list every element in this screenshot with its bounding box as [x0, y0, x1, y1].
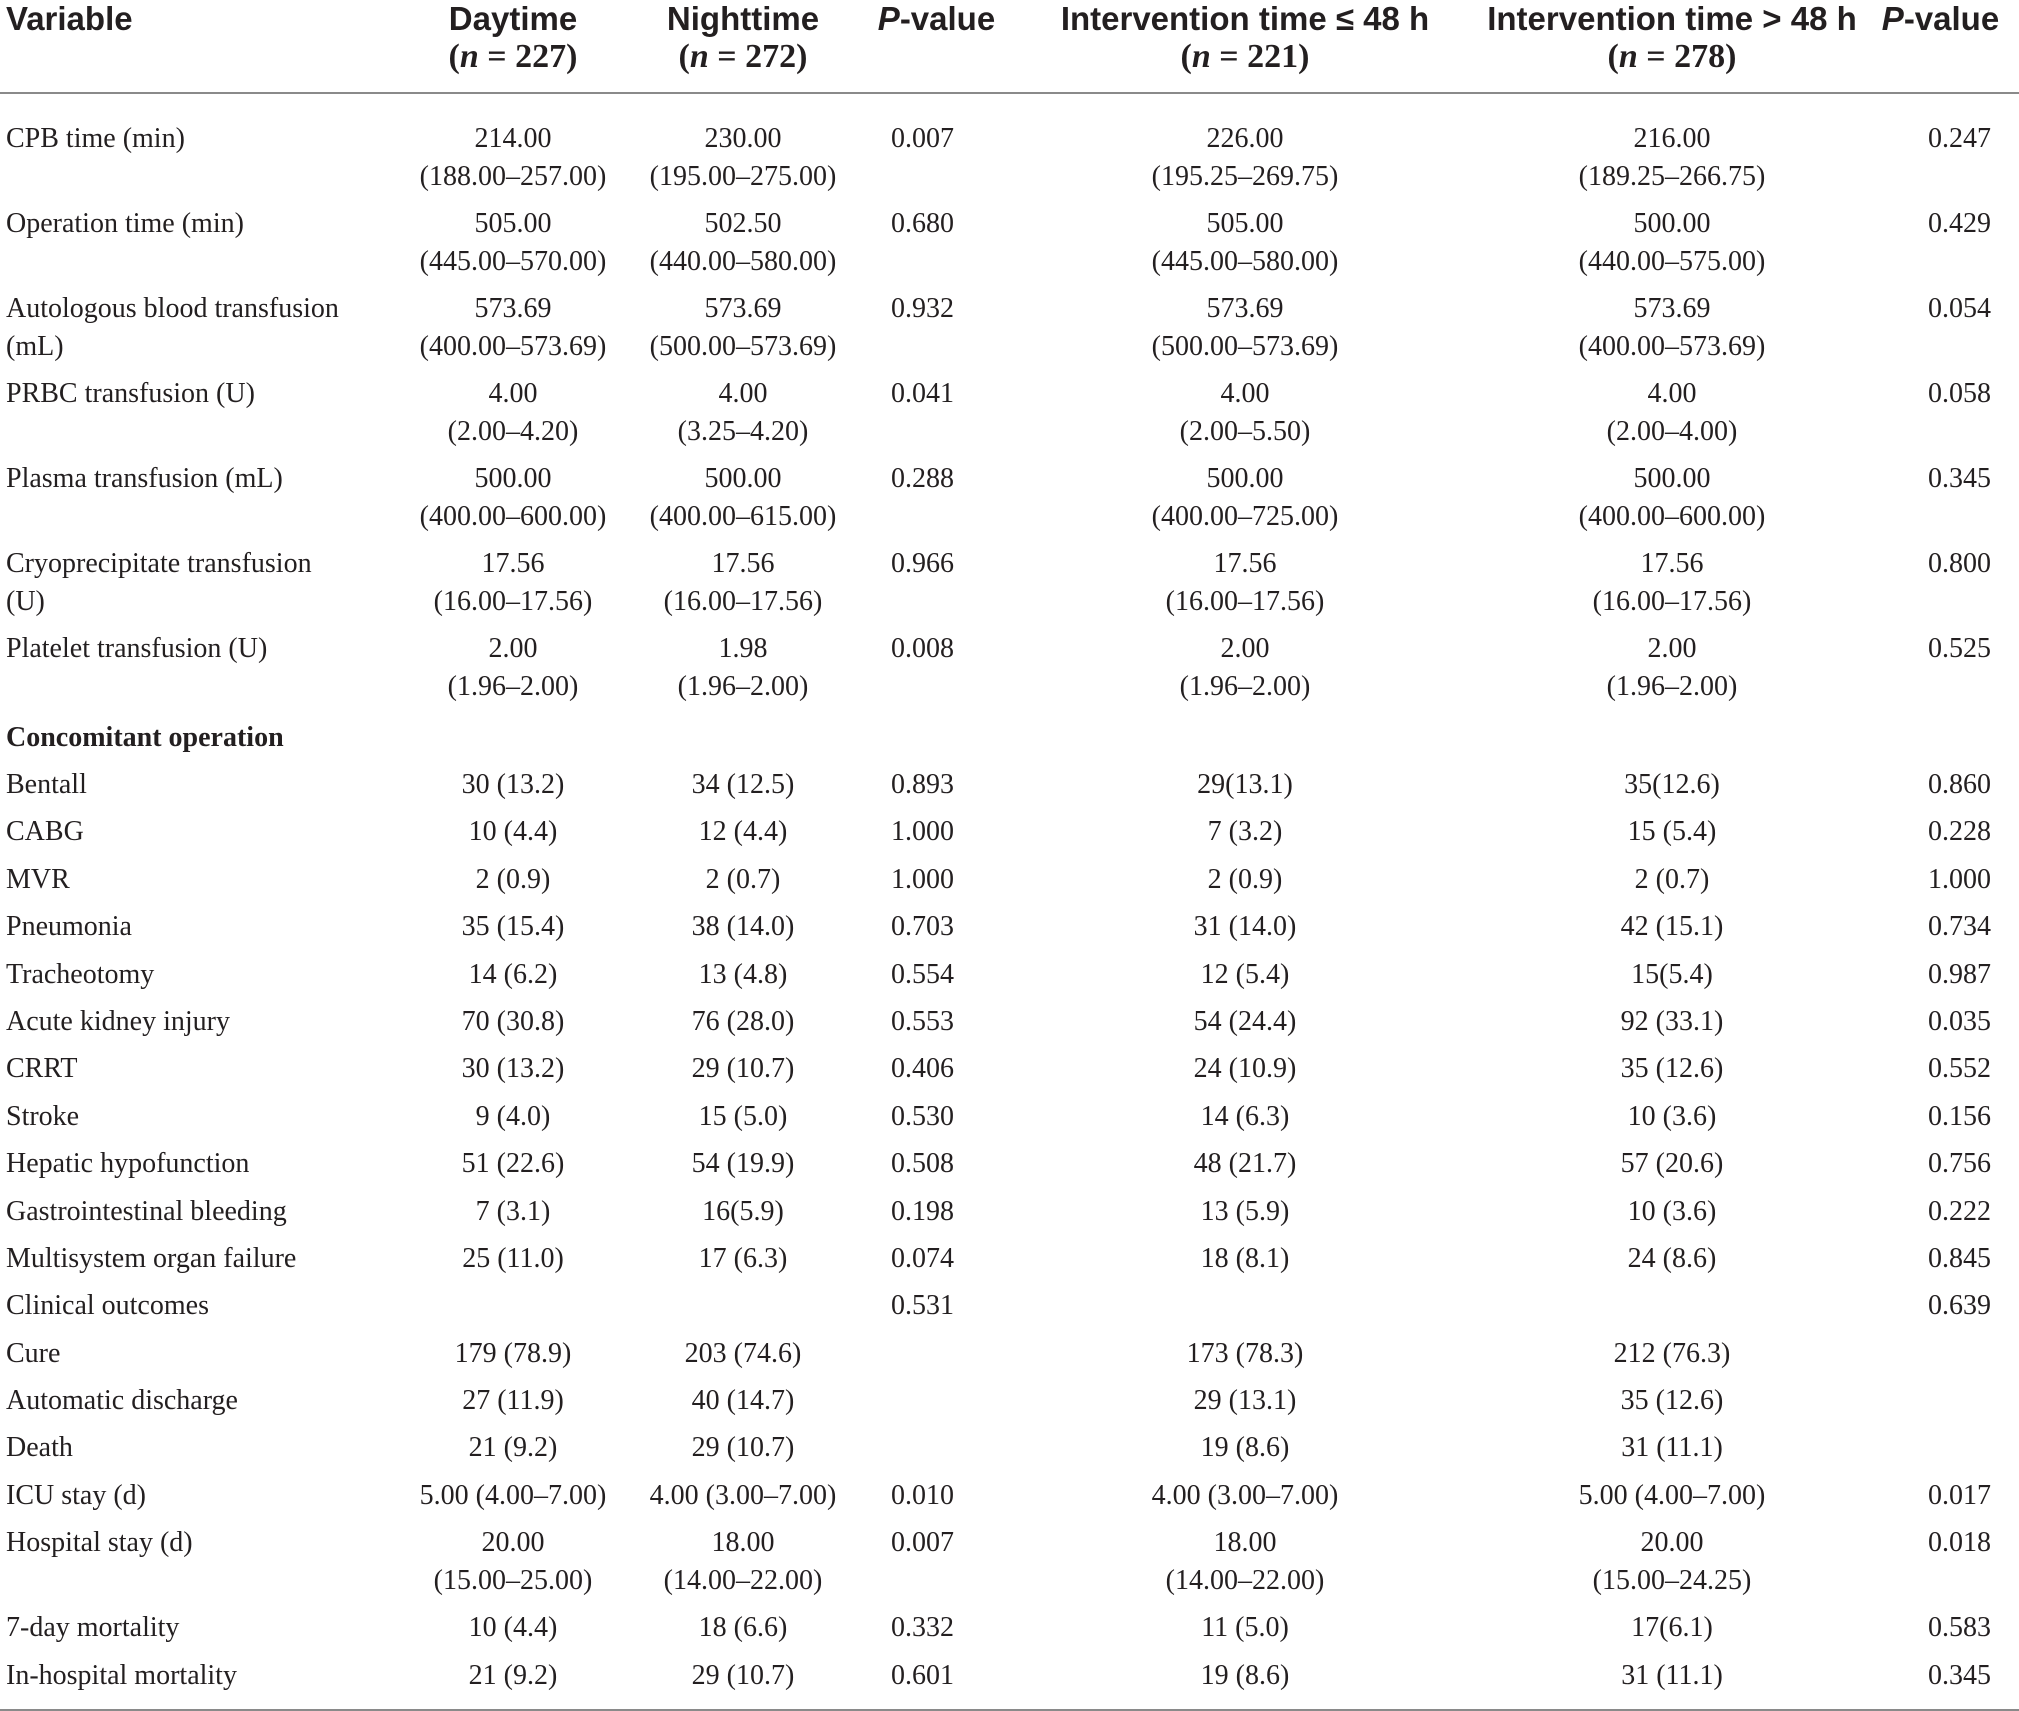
- pvalue-cell: 0.966: [891, 548, 954, 579]
- pvalue-cell: 0.680: [891, 208, 954, 239]
- nighttime-cell: 54 (19.9): [691, 1148, 795, 1180]
- row-label: CABG: [6, 816, 84, 848]
- nighttime-cell: 17.56 (16.00–17.56): [663, 548, 823, 617]
- nighttime-cell: 38 (14.0): [691, 911, 795, 943]
- row-label: Hepatic hypofunction: [6, 1148, 250, 1180]
- table-row: [0, 460, 2019, 545]
- table-row: [0, 861, 2019, 908]
- pvalue-cell: 0.018: [1928, 1527, 1991, 1559]
- intervention-gt48-cell: 500.00 (440.00–575.00): [1578, 208, 1766, 277]
- pvalue-cell: 0.845: [1928, 1242, 1991, 1274]
- pvalue-cell: 1.000: [1928, 863, 1991, 895]
- nighttime-cell: 502.50 (440.00–580.00): [649, 208, 837, 277]
- nighttime-cell: 17 (6.3): [698, 1242, 788, 1274]
- pvalue-cell: 0.041: [891, 378, 954, 409]
- daytime-cell: 35 (15.4): [461, 911, 565, 943]
- daytime-cell: 51 (22.6): [461, 1148, 565, 1180]
- row-label: Operation time (min): [6, 208, 244, 239]
- intervention-gt48-cell: 15(5.4): [1631, 958, 1713, 990]
- table-row: [0, 545, 2019, 630]
- daytime-cell: 17.56 (16.00–17.56): [433, 548, 593, 617]
- intervention-le48-cell: 24 (10.9): [1193, 1053, 1297, 1085]
- nighttime-cell: 40 (14.7): [691, 1385, 795, 1417]
- intervention-le48-cell: 54 (24.4): [1193, 1005, 1297, 1037]
- nighttime-cell: 29 (10.7): [691, 1053, 795, 1085]
- nighttime-cell: 13 (4.8): [698, 958, 788, 990]
- intervention-gt48-cell: 10 (3.6): [1627, 1195, 1717, 1227]
- pvalue-cell: 0.553: [891, 1005, 954, 1037]
- pvalue-cell: 0.198: [891, 1195, 954, 1227]
- pvalue-cell: [865, 1429, 1008, 1476]
- pvalue-cell: 0.530: [891, 1100, 954, 1132]
- pvalue-cell: 0.703: [891, 911, 954, 943]
- daytime-cell-value: 20.00: [481, 1527, 545, 1559]
- nighttime-cell: 500.00 (400.00–615.00): [649, 463, 837, 532]
- intervention-gt48-cell: 31 (11.1): [1482, 1657, 1862, 1710]
- row-label: Cure: [6, 1337, 61, 1369]
- row-label: Acute kidney injury: [6, 1005, 230, 1037]
- pvalue-cell: [1862, 1429, 2019, 1476]
- pvalue-cell: 0.601: [865, 1657, 1008, 1710]
- intervention-gt48-cell: 17.56 (16.00–17.56): [1592, 548, 1752, 617]
- daytime-cell: 573.69 (400.00–573.69): [419, 293, 607, 362]
- nighttime-cell: 76 (28.0): [691, 1005, 795, 1037]
- nighttime-cell-range: (14.00–22.00): [663, 1565, 823, 1597]
- daytime-cell: 500.00 (400.00–600.00): [419, 463, 607, 532]
- pvalue-cell: 0.860: [1928, 769, 1991, 800]
- row-label: Bentall: [6, 769, 87, 800]
- pvalue-cell: 0.525: [1928, 633, 1991, 664]
- row-label: Gastrointestinal bleeding: [6, 1195, 287, 1227]
- pvalue-cell: 0.552: [1928, 1053, 1991, 1085]
- intervention-gt48-cell: 2 (0.7): [1634, 863, 1710, 895]
- pvalue-cell: 0.429: [1928, 208, 1991, 239]
- pvalue-cell: 0.583: [1928, 1612, 1991, 1644]
- daytime-cell: 214.00 (188.00–257.00): [419, 123, 607, 192]
- intervention-le48-cell: 19 (8.6): [1008, 1657, 1482, 1710]
- intervention-gt48-cell-range: (15.00–24.25): [1592, 1565, 1752, 1597]
- row-label: CPB time (min): [6, 123, 185, 154]
- intervention-gt48-cell: 5.00 (4.00–7.00): [1578, 1479, 1766, 1511]
- header-variable: Variable: [0, 0, 405, 93]
- pvalue-cell: 0.800: [1928, 548, 1991, 579]
- intervention-gt48-cell: 212 (76.3): [1613, 1337, 1731, 1369]
- intervention-gt48-cell: 31 (11.1): [1621, 1432, 1723, 1464]
- pvalue-cell: 0.554: [891, 958, 954, 990]
- intervention-gt48-cell: 35 (12.6): [1620, 1385, 1724, 1417]
- pvalue-cell: 0.010: [891, 1479, 954, 1511]
- pvalue-cell: 0.932: [891, 293, 954, 324]
- table-row: [0, 1287, 2019, 1334]
- intervention-le48-cell: 19 (8.6): [1200, 1432, 1290, 1464]
- daytime-cell: 21 (9.2): [405, 1657, 621, 1710]
- intervention-gt48-cell: 2.00 (1.96–2.00): [1606, 633, 1738, 702]
- nighttime-cell: 29 (10.7): [691, 1432, 795, 1464]
- section-row: [0, 715, 2019, 766]
- row-label: MVR: [6, 863, 70, 895]
- nighttime-cell: 573.69 (500.00–573.69): [649, 293, 837, 362]
- pvalue-cell: 0.288: [891, 463, 954, 494]
- nighttime-cell: 1.98 (1.96–2.00): [677, 633, 809, 702]
- intervention-le48-cell: 18 (8.1): [1200, 1242, 1290, 1274]
- pvalue-cell: 0.222: [1928, 1195, 1991, 1227]
- header-pvalue-1: P-value: [865, 0, 1008, 93]
- daytime-cell: 27 (11.9): [462, 1385, 564, 1417]
- row-label: CRRT: [6, 1053, 78, 1085]
- row-label-value: Hospital stay (d): [6, 1527, 193, 1559]
- daytime-cell: 14 (6.2): [468, 958, 558, 990]
- nighttime-cell: 18 (6.6): [698, 1612, 788, 1644]
- table-row: [0, 375, 2019, 460]
- row-label: Plasma transfusion (mL): [6, 463, 283, 494]
- pvalue-cell: 0.058: [1928, 378, 1991, 409]
- intervention-le48-cell: 7 (3.2): [1207, 816, 1283, 848]
- intervention-gt48-cell: 216.00 (189.25–266.75): [1578, 123, 1766, 192]
- intervention-le48-cell: 2 (0.9): [1207, 863, 1283, 895]
- intervention-gt48-cell: 4.00 (2.00–4.00): [1606, 378, 1738, 447]
- nighttime-cell: 230.00 (195.00–275.00): [649, 123, 837, 192]
- daytime-cell: 9 (4.0): [475, 1100, 551, 1132]
- table-row: [0, 630, 2019, 715]
- nighttime-cell-value: 18.00: [711, 1527, 775, 1559]
- pvalue-cell: 0.007: [891, 1527, 954, 1559]
- intervention-le48-cell: 2.00 (1.96–2.00): [1179, 633, 1311, 702]
- pvalue-cell: 1.000: [891, 816, 954, 848]
- daytime-cell: 4.00 (2.00–4.20): [447, 378, 579, 447]
- intervention-le48-cell: 11 (5.0): [1201, 1612, 1289, 1644]
- row-label: [0, 1524, 405, 1609]
- table-row: [0, 205, 2019, 290]
- row-label: Pneumonia: [6, 911, 132, 943]
- row-label: ICU stay (d): [6, 1479, 146, 1511]
- table-row: [0, 1050, 2019, 1097]
- intervention-gt48-cell: 42 (15.1): [1620, 911, 1724, 943]
- row-label: Tracheotomy: [6, 958, 155, 990]
- intervention-le48-cell: 48 (21.7): [1193, 1148, 1297, 1180]
- header-daytime: Daytime (n = 227): [405, 0, 621, 93]
- pvalue-cell: 0.008: [891, 633, 954, 664]
- daytime-cell: 21 (9.2): [468, 1432, 558, 1464]
- row-label: Autologous blood transfusion (mL): [6, 293, 339, 362]
- daytime-cell: 179 (78.9): [454, 1337, 572, 1369]
- intervention-gt48-cell: 57 (20.6): [1620, 1148, 1724, 1180]
- pvalue-cell: 0.332: [891, 1612, 954, 1644]
- nighttime-cell: 2 (0.7): [705, 863, 781, 895]
- table-row: [0, 1382, 2019, 1429]
- table-row: [0, 290, 2019, 375]
- pvalue-cell: 0.156: [1928, 1100, 1991, 1132]
- pvalue-cell: 0.639: [1928, 1290, 1991, 1322]
- intervention-gt48-cell: 15 (5.4): [1627, 816, 1717, 848]
- intervention-le48-cell: 31 (14.0): [1193, 911, 1297, 943]
- table-row: [0, 1003, 2019, 1050]
- pvalue-cell: 0.007: [891, 123, 954, 154]
- table-row: [0, 1477, 2019, 1524]
- intervention-gt48-cell: [1482, 1524, 1862, 1609]
- intervention-le48-cell: [1008, 1524, 1482, 1609]
- nighttime-cell: 203 (74.6): [684, 1337, 802, 1369]
- header-pvalue-2: P-value: [1862, 0, 2019, 93]
- row-label: Death: [6, 1432, 73, 1464]
- intervention-gt48-cell: 500.00 (400.00–600.00): [1578, 463, 1766, 532]
- intervention-le48-cell: 573.69 (500.00–573.69): [1151, 293, 1339, 362]
- table-row: [0, 1145, 2019, 1192]
- pvalue-cell: 0.508: [891, 1148, 954, 1180]
- intervention-gt48-cell: 10 (3.6): [1627, 1100, 1717, 1132]
- intervention-le48-cell: 29 (13.1): [1193, 1385, 1297, 1417]
- daytime-cell: 7 (3.1): [475, 1195, 551, 1227]
- intervention-le48-cell: 173 (78.3): [1186, 1337, 1304, 1369]
- table-row: [0, 1240, 2019, 1287]
- pvalue-cell: 0.228: [1928, 816, 1991, 848]
- pvalue-cell: 0.893: [891, 769, 954, 800]
- pvalue-cell: 0.345: [1862, 1657, 2019, 1710]
- daytime-cell: 5.00 (4.00–7.00): [419, 1479, 607, 1511]
- intervention-gt48-cell: 35(12.6): [1624, 769, 1720, 800]
- table-row: [0, 1193, 2019, 1240]
- intervention-gt48-cell: 35 (12.6): [1620, 1053, 1724, 1085]
- nighttime-cell: 34 (12.5): [691, 769, 795, 800]
- table-row: [0, 908, 2019, 955]
- nighttime-cell: 15 (5.0): [698, 1100, 788, 1132]
- intervention-gt48-cell: [1482, 1287, 1862, 1334]
- daytime-cell: 505.00 (445.00–570.00): [419, 208, 607, 277]
- table-row: [0, 1098, 2019, 1145]
- intervention-le48-cell: 14 (6.3): [1200, 1100, 1290, 1132]
- intervention-le48-cell: 4.00 (2.00–5.50): [1179, 378, 1311, 447]
- pvalue-cell: 0.734: [1928, 911, 1991, 943]
- daytime-cell: [405, 1524, 621, 1609]
- daytime-cell: 2.00 (1.96–2.00): [447, 633, 579, 702]
- header-nighttime: Nighttime (n = 272): [621, 0, 865, 93]
- nighttime-cell: 16(5.9): [702, 1195, 784, 1227]
- nighttime-cell: [621, 1287, 865, 1334]
- intervention-le48-cell: 500.00 (400.00–725.00): [1151, 463, 1339, 532]
- nighttime-cell: 29 (10.7): [621, 1657, 865, 1710]
- header-intervention-gt48: Intervention time > 48 h (n = 278): [1482, 0, 1862, 93]
- row-label: Clinical outcomes: [6, 1290, 209, 1322]
- pvalue-cell: 0.987: [1928, 958, 1991, 990]
- intervention-le48-cell: 13 (5.9): [1200, 1195, 1290, 1227]
- pvalue-cell: [1862, 1382, 2019, 1429]
- intervention-gt48-cell-value: 20.00: [1640, 1527, 1704, 1559]
- daytime-cell: 25 (11.0): [462, 1242, 564, 1274]
- pvalue-cell: [865, 1335, 1008, 1382]
- daytime-cell: 30 (13.2): [461, 1053, 565, 1085]
- intervention-le48-cell: 12 (5.4): [1200, 958, 1290, 990]
- intervention-le48-cell: [1008, 1287, 1482, 1334]
- daytime-cell: 70 (30.8): [461, 1005, 565, 1037]
- header-row: [0, 0, 2019, 93]
- row-label: PRBC transfusion (U): [6, 378, 255, 409]
- table-row: [0, 1609, 2019, 1656]
- pvalue-cell: [1862, 1335, 2019, 1382]
- intervention-le48-cell: 4.00 (3.00–7.00): [1151, 1479, 1339, 1511]
- row-label: Cryoprecipitate transfusion (U): [6, 548, 312, 617]
- section-title: Concomitant operation: [6, 722, 284, 753]
- pvalue-cell: 0.035: [1928, 1005, 1991, 1037]
- intervention-gt48-cell: 92 (33.1): [1620, 1005, 1724, 1037]
- daytime-cell-range: (15.00–25.00): [433, 1565, 593, 1597]
- table-row: [0, 1524, 2019, 1609]
- pvalue-cell: 0.247: [1928, 123, 1991, 154]
- intervention-le48-cell-range: (14.00–22.00): [1165, 1565, 1325, 1597]
- intervention-gt48-cell: 573.69 (400.00–573.69): [1578, 293, 1766, 362]
- pvalue-cell: 0.345: [1928, 463, 1991, 494]
- pvalue-cell: 0.406: [891, 1053, 954, 1085]
- nighttime-cell: 4.00 (3.25–4.20): [677, 378, 809, 447]
- pvalue-cell: 0.017: [1928, 1479, 1991, 1511]
- row-label: Stroke: [6, 1100, 80, 1132]
- pvalue-cell: 0.054: [1928, 293, 1991, 324]
- intervention-le48-cell: 505.00 (445.00–580.00): [1151, 208, 1339, 277]
- daytime-cell: 30 (13.2): [461, 769, 565, 800]
- table-row: [0, 93, 2019, 205]
- table-row: [0, 766, 2019, 813]
- pvalue-cell: 0.531: [891, 1290, 954, 1322]
- nighttime-cell: [621, 1524, 865, 1609]
- row-label: Multisystem organ failure: [6, 1242, 297, 1274]
- row-label: 7-day mortality: [6, 1612, 180, 1644]
- table-row: [0, 956, 2019, 1003]
- nighttime-cell: 12 (4.4): [698, 816, 788, 848]
- pvalue-cell: 1.000: [891, 863, 954, 895]
- table-row: [0, 1429, 2019, 1476]
- row-label: Platelet transfusion (U): [6, 633, 268, 664]
- daytime-cell: 10 (4.4): [468, 1612, 558, 1644]
- intervention-le48-cell: 29(13.1): [1197, 769, 1293, 800]
- pvalue-cell: [865, 1382, 1008, 1429]
- header-intervention-le48: Intervention time ≤ 48 h (n = 221): [1008, 0, 1482, 93]
- intervention-le48-cell-value: 18.00: [1213, 1527, 1277, 1559]
- daytime-cell: 10 (4.4): [468, 816, 558, 848]
- row-label: In-hospital mortality: [0, 1657, 405, 1710]
- daytime-cell: 2 (0.9): [475, 863, 551, 895]
- intervention-le48-cell: 226.00 (195.25–269.75): [1151, 123, 1339, 192]
- row-label: Automatic discharge: [6, 1385, 238, 1417]
- nighttime-cell: 4.00 (3.00–7.00): [649, 1479, 837, 1511]
- daytime-cell: [405, 1287, 621, 1334]
- intervention-le48-cell: 17.56 (16.00–17.56): [1165, 548, 1325, 617]
- pvalue-cell: 0.074: [891, 1242, 954, 1274]
- table-row: [0, 1335, 2019, 1382]
- intervention-gt48-cell: 24 (8.6): [1627, 1242, 1717, 1274]
- pvalue-cell: 0.756: [1928, 1148, 1991, 1180]
- intervention-gt48-cell: 17(6.1): [1631, 1612, 1713, 1644]
- table-row: [0, 813, 2019, 860]
